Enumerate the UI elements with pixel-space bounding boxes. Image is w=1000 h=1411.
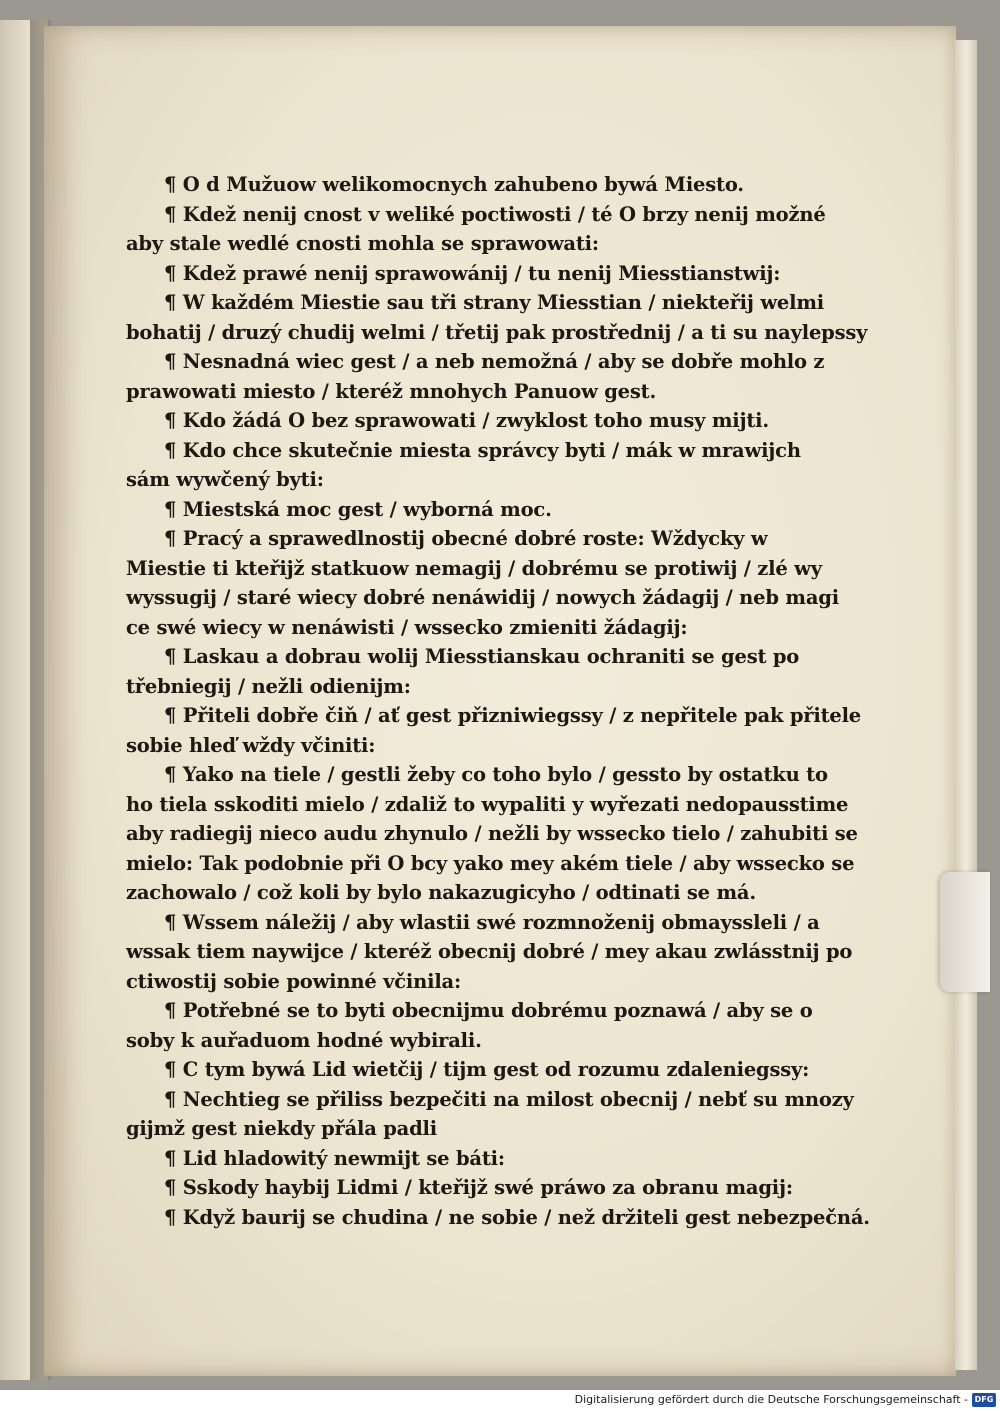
dfg-logo: DFG <box>972 1393 996 1407</box>
digitization-credit: Digitalisierung gefördert durch die Deutsche Forschungsgemeinschaft - <box>574 1393 968 1406</box>
text-line: soby k auřaduom hodné wybirali. <box>126 1028 482 1052</box>
text-line: sám wywčený byti: <box>126 468 324 491</box>
text-line: ¶ Miestská moc gest / wyborná moc. <box>164 497 552 521</box>
text-line: ¶ Kdo žádá O bez sprawowati / zwyklost toho musy mijti. <box>164 409 769 432</box>
text-line: ho tiela sskoditi mielo / zdaliž to wypaliti y wyřezati nedopausstime <box>126 792 849 816</box>
text-line: wyssugij / staré wiecy dobré nenáwidij / nowych žádagij / neb magi <box>126 586 839 609</box>
text-line: Miestie ti kteřijž statkuow nemagij / dobrému se protiwij / zlé wy <box>126 556 822 580</box>
printed-text-block <box>126 170 870 1232</box>
text-line: ¶ Potřebné se to byti obecnijmu dobrému poznawá / aby se o <box>164 999 813 1022</box>
text-line: ¶ C tym bywá Lid wietčij / tijm gest od rozumu zdaleniegssy: <box>164 1058 810 1081</box>
text-line: mielo: Tak podobnie při O bcy yako mey akém tiele / aby wssecko se <box>126 851 855 875</box>
text-line: ¶ Nesnadná wiec gest / a neb nemožná / aby se dobře mohlo z <box>164 350 825 373</box>
text-line: ce swé wiecy w nenáwisti / wssecko zmieniti žádagij: <box>126 615 688 639</box>
text-line: ¶ Když baurij se chudina / ne sobie / než držiteli gest nebezpečná. <box>164 1205 870 1229</box>
text-line: ¶ Kdež nenij cnost v weliké poctiwosti / té O brzy nenij možné <box>164 202 826 226</box>
text-line: ¶ Wssem náležij / aby wlastii swé rozmnoženij obmayssleli / a <box>164 910 820 934</box>
text-line: ¶ Yako na tiele / gestli žeby co toho bylo / gessto by ostatku to <box>164 763 828 786</box>
text-line: ¶ W každém Miestie sau tři strany Miesstian / niekteřij welmi <box>164 291 824 314</box>
text-line: ¶ O d Mužuow welikomocnych zahubeno bywá Miesto. <box>164 173 744 196</box>
text-line: wssak tiem naywijce / kteréž obecnij dobré / mey akau zwlásstnij po <box>126 940 853 963</box>
text-line: ¶ Nechtieg se přiliss bezpečiti na milost obecnij / nebť su mnozy <box>164 1087 854 1111</box>
text-line: ¶ Přiteli dobře čiň / ať gest přizniwiegssy / z nepřitele pak přitele <box>164 704 861 727</box>
text-line: prawowati miesto / kteréž mnohych Panuow gest. <box>126 379 657 403</box>
footer-bar <box>0 1390 1000 1411</box>
text-line: ¶ Sskody haybij Lidmi / kteřijž swé práwo za obranu magij: <box>164 1176 793 1199</box>
text-line: třebniegij / nežli odienijm: <box>126 674 411 698</box>
text-line: bohatij / druzý chudij welmi / třetij pak prostřednij / a ti su naylepssy <box>126 320 868 344</box>
text-line: aby stale wedlé cnosti mohla se sprawowati: <box>126 232 599 255</box>
text-line: ¶ Kdež prawé nenij sprawowánij / tu nenij Miesstianstwij: <box>164 261 781 285</box>
text-line: aby radiegij nieco audu zhynulo / nežli by wssecko tielo / zahubiti se <box>126 822 858 845</box>
text-line: ¶ Pracý a sprawedlnostij obecné dobré roste: Wždycky w <box>164 527 768 550</box>
text-line: ¶ Lid hladowitý newmijt se báti: <box>164 1146 505 1170</box>
text-line: ¶ Kdo chce skutečnie miesta správcy byti / mák w mrawijch <box>164 438 801 462</box>
text-line: ¶ Laskau a dobrau wolij Miesstianskau ochraniti se gest po <box>164 645 800 668</box>
clip-tab <box>940 872 990 992</box>
text-line: sobie hleď wždy včiniti: <box>126 733 376 757</box>
text-line: zachowalo / což koli by bylo nakazugicyho / odtinati se má. <box>126 881 756 904</box>
text-line: gijmž gest niekdy přála padli <box>126 1117 437 1140</box>
page-stack-edge <box>955 40 977 1370</box>
text-line: ctiwostij sobie powinné včinila: <box>126 969 461 993</box>
